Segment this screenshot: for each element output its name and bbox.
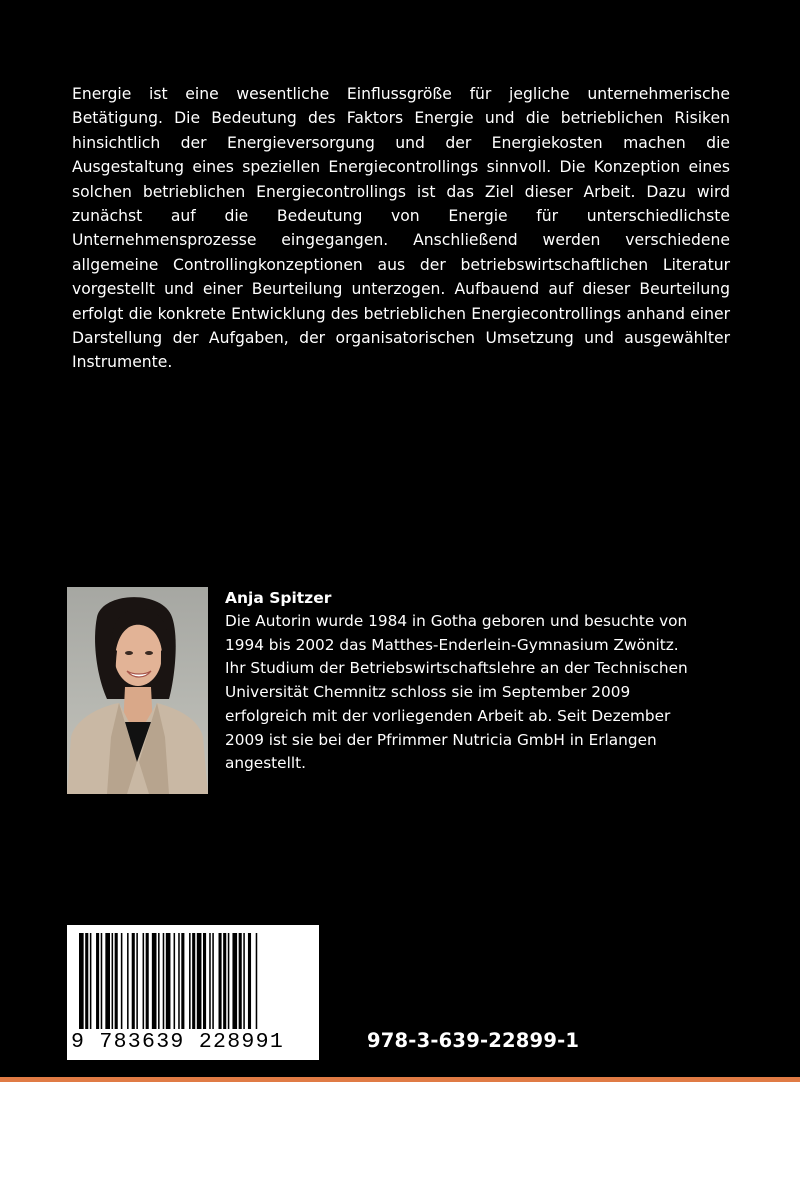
barcode-bar bbox=[203, 933, 206, 1029]
barcode-bar bbox=[115, 933, 118, 1029]
barcode-bar bbox=[132, 933, 135, 1029]
barcode-bar bbox=[105, 933, 110, 1029]
barcode-bar bbox=[143, 933, 145, 1029]
author-bio-line: Ihr Studium der Betriebswirtschaftslehre an der Technischen bbox=[225, 659, 688, 678]
barcode-bar bbox=[121, 933, 123, 1029]
author-bio-line: 2009 ist sie bei der Pfrimmer Nutricia GmbH in Erlangen bbox=[225, 730, 657, 749]
barcode-bar bbox=[178, 933, 180, 1029]
barcode-bar bbox=[192, 933, 195, 1029]
barcode-bar bbox=[158, 933, 160, 1029]
barcode-bar bbox=[85, 933, 88, 1029]
barcode-bar bbox=[96, 933, 99, 1029]
author-bio-line: Die Autorin wurde 1984 in Gotha geboren und besuchte von bbox=[225, 612, 688, 630]
barcode-bar bbox=[136, 933, 138, 1029]
barcode-bar bbox=[181, 933, 184, 1029]
barcode-bar bbox=[209, 933, 211, 1029]
barcode-bar bbox=[228, 933, 230, 1029]
barcode-bar bbox=[174, 933, 176, 1029]
barcode-bar bbox=[197, 933, 202, 1029]
barcode-bar bbox=[152, 933, 157, 1029]
barcode-bar bbox=[166, 933, 171, 1029]
barcode-bar bbox=[112, 933, 114, 1029]
author-portrait bbox=[67, 587, 208, 794]
author-photo bbox=[67, 587, 208, 794]
barcode-bar bbox=[127, 933, 129, 1029]
barcode-bar bbox=[146, 933, 149, 1029]
author-name: Anja Spitzer bbox=[225, 589, 332, 607]
isbn-number: 978-3-639-22899-1 bbox=[367, 1029, 580, 1052]
barcode-bar bbox=[223, 933, 226, 1029]
barcode-bar bbox=[219, 933, 222, 1029]
barcode-bar bbox=[101, 933, 103, 1029]
barcode-bar bbox=[163, 933, 165, 1029]
barcode-bar bbox=[212, 933, 214, 1029]
blurb-text: Energie ist eine wesentliche Einflussgröße für jegliche unternehmerische Betätigung. Die Bedeutung des Faktors Energie und die betrieblichen Risiken hinsichtlich der Energieversorgung und der Energiekosten machen die Ausgestaltung eines speziellen Energiecontrollings sinnvoll. Die Konzeption eines solchen betrieblichen Energiecontrollings ist das Ziel dieser Arbeit. Dazu wird zunächst auf die Bedeutung von Energie für unterschiedlichste Unternehmensprozesse eingegangen. Anschließend werden verschiedene allgemeine Controllingkonzeptionen aus der betriebswirtschaftlichen Literatur vorgestellt und einer Beurteilung unterzogen. Aufbauend auf dieser Beurteilung erfolgt die konkrete Entwicklung des betrieblichen Energiecontrollings anhand einer Darstellung der Aufgaben, der organisatorischen Umsetzung und ausgewählter Instrumente. bbox=[72, 85, 730, 372]
barcode-bar bbox=[189, 933, 191, 1029]
barcode bbox=[67, 925, 319, 1060]
barcode-bar bbox=[248, 933, 251, 1029]
barcode-bar bbox=[243, 933, 245, 1029]
author-bio-line: angestellt. bbox=[225, 754, 306, 773]
author-bio-line: erfolgreich mit der vorliegenden Arbeit ab. Seit Dezember bbox=[225, 706, 671, 725]
barcode-bar bbox=[256, 933, 258, 1029]
author-bio-line: 1994 bis 2002 das Matthes-Enderlein-Gymnasium Zwönitz. bbox=[225, 635, 679, 654]
author-bio bbox=[225, 610, 745, 776]
author-bio-line: Universität Chemnitz schloss sie im September 2009 bbox=[225, 683, 631, 702]
barcode-bar bbox=[239, 933, 242, 1029]
barcode-bar bbox=[232, 933, 237, 1029]
barcode-digits: 9 783639 228991 bbox=[71, 1030, 285, 1054]
barcode-bar bbox=[90, 933, 92, 1029]
accent-line bbox=[0, 1077, 800, 1082]
barcode-bar bbox=[79, 933, 84, 1029]
